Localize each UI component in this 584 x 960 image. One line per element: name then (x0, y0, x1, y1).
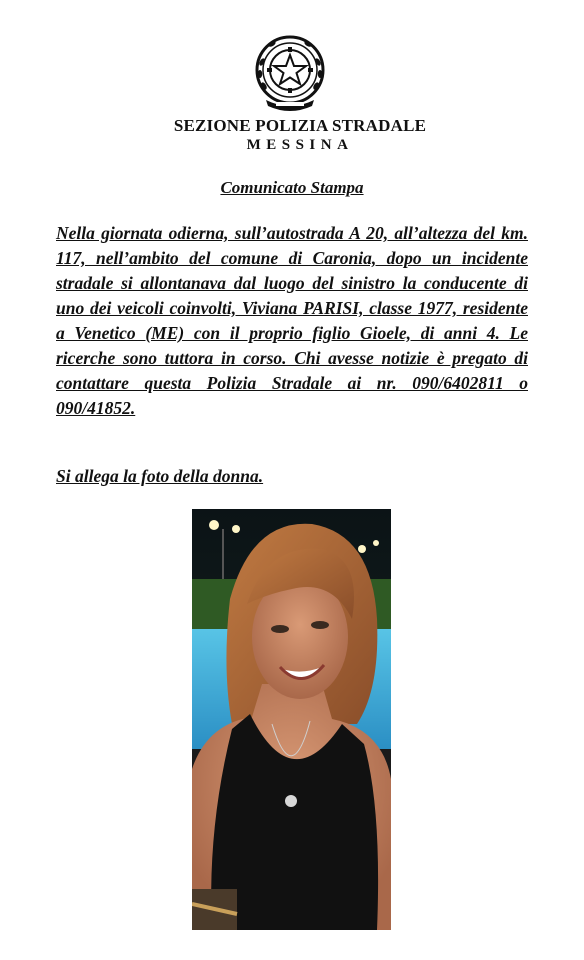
document-type-title: Comunicato Stampa (220, 178, 364, 197)
office-name: SEZIONE POLIZIA STRADALE (173, 116, 427, 135)
italian-republic-emblem-icon (252, 32, 328, 114)
press-release-body: Nella giornata odierna, sull’autostrada A 20, all’altezza del km. 117, nell’ambito del comune di Caronia, dopo un incidente stradale si allontanava dal luogo del sinistro la conducente di uno dei veicoli coinvolti, Viviana PARISI, classe 1977, residente a Venetico (ME) con il proprio figlio Gioele, di anni 4. Le ricerche sono tuttora in corso. Chi avesse notizie è pregato di contattare questa Polizia Stradale ai nr. 090/6402811 o 090/41852. (56, 223, 528, 418)
attachment-note: Si allega la foto della donna. (56, 466, 264, 486)
office-city: MESSINA (246, 137, 354, 153)
woman-photo (192, 509, 391, 930)
